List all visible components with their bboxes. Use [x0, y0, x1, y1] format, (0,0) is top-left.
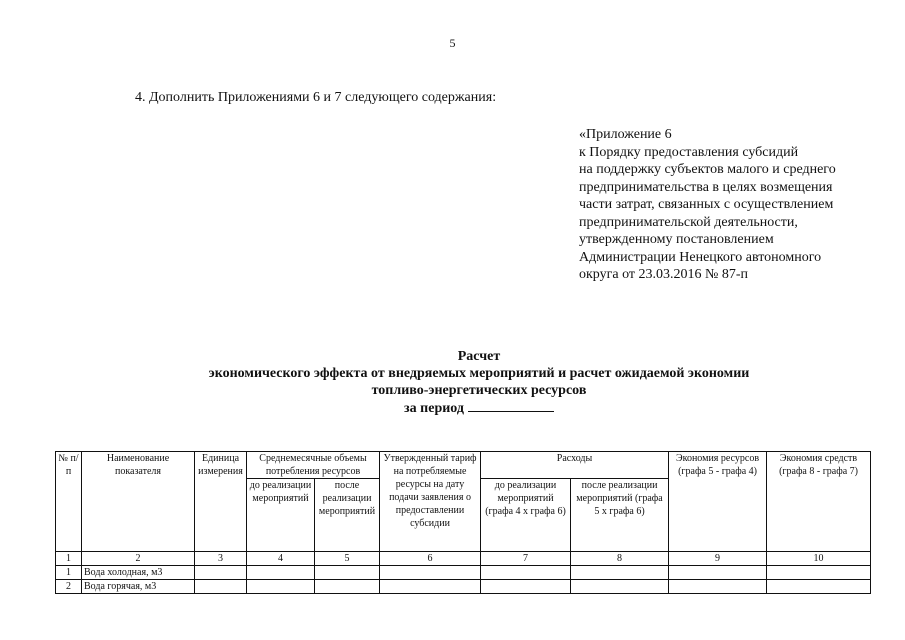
row-cell: [195, 580, 247, 594]
row-cell: [247, 566, 315, 580]
header-avg-volumes: Среднемесячные объемы потребления ресурсов: [247, 452, 380, 479]
calculation-table: [55, 451, 871, 594]
appendix-line: части затрат, связанных с осуществлением: [579, 197, 834, 212]
appendix-line: на поддержку субъектов малого и среднего: [579, 162, 836, 177]
col-number: 7: [481, 552, 571, 566]
period-blank-line: [468, 399, 554, 412]
row-cell: [380, 580, 481, 594]
row-cell: [767, 580, 871, 594]
row-cell: [315, 580, 380, 594]
period-label: за период: [404, 401, 464, 416]
col-number: 2: [82, 552, 195, 566]
header-avg-after: после реализации мероприятий: [315, 479, 380, 552]
row-num: 1: [56, 566, 82, 580]
column-number-row: [56, 552, 871, 566]
item-4-text: 4. Дополнить Приложениями 6 и 7 следующего содержания:: [135, 90, 497, 105]
appendix-line: округа от 23.03.2016 № 87-п: [579, 267, 749, 282]
row-cell: [481, 580, 571, 594]
header-num: № п/п: [56, 452, 82, 552]
header-econ-funds: Экономия средств (графа 8 - графа 7): [767, 452, 871, 552]
row-name: Вода холодная, м3: [82, 566, 195, 580]
heading-period: [0, 399, 905, 417]
header-avg-before: до реализации мероприятий: [247, 479, 315, 552]
row-name: Вода горячая, м3: [82, 580, 195, 594]
col-number: 10: [767, 552, 871, 566]
row-cell: [195, 566, 247, 580]
header-costs-after: после реализации мероприятий (графа 5 х графа 6): [571, 479, 669, 552]
header-tariff: Утвержденный тариф на потребляемые ресурсы на дату подачи заявления о предоставлении субсидии: [380, 452, 481, 552]
header-econ-resources: Экономия ресурсов (графа 5 - графа 4): [669, 452, 767, 552]
row-cell: [315, 566, 380, 580]
row-cell: [669, 566, 767, 580]
heading-subtitle: экономического эффекта от внедряемых мероприятий и расчет ожидаемой экономии: [208, 366, 750, 381]
appendix-line: предпринимательской деятельности,: [579, 214, 798, 230]
page-number: 5: [449, 36, 456, 50]
appendix-header: [579, 126, 879, 284]
header-name: Наименование показателя: [82, 452, 195, 552]
row-cell: [481, 566, 571, 580]
col-number: 9: [669, 552, 767, 566]
row-cell: [380, 566, 481, 580]
heading-title: Расчет: [457, 349, 501, 364]
row-num: 2: [56, 580, 82, 594]
col-number: 8: [571, 552, 669, 566]
appendix-line: утвержденному постановлением: [579, 232, 774, 247]
header-unit: Единица измерения: [195, 452, 247, 552]
appendix-line: предпринимательства в целях возмещения: [579, 179, 833, 195]
col-number: 1: [56, 552, 82, 566]
row-cell: [669, 580, 767, 594]
header-costs-before: до реализации мероприятий (графа 4 х графа 6): [481, 479, 571, 552]
table-row: [56, 580, 871, 594]
row-cell: [571, 580, 669, 594]
table-row: [56, 566, 871, 580]
appendix-line: Администрации Ненецкого автономного: [579, 249, 822, 265]
col-number: 5: [315, 552, 380, 566]
row-cell: [247, 580, 315, 594]
row-cell: [571, 566, 669, 580]
col-number: 4: [247, 552, 315, 566]
appendix-line: «Приложение 6: [579, 127, 672, 142]
appendix-line: к Порядку предоставления субсидий: [579, 144, 799, 160]
col-number: 6: [380, 552, 481, 566]
row-cell: [767, 566, 871, 580]
header-costs: Расходы: [481, 452, 669, 479]
heading-subtitle-2: топливо-энергетических ресурсов: [371, 383, 587, 398]
document-heading: [0, 348, 905, 417]
col-number: 3: [195, 552, 247, 566]
